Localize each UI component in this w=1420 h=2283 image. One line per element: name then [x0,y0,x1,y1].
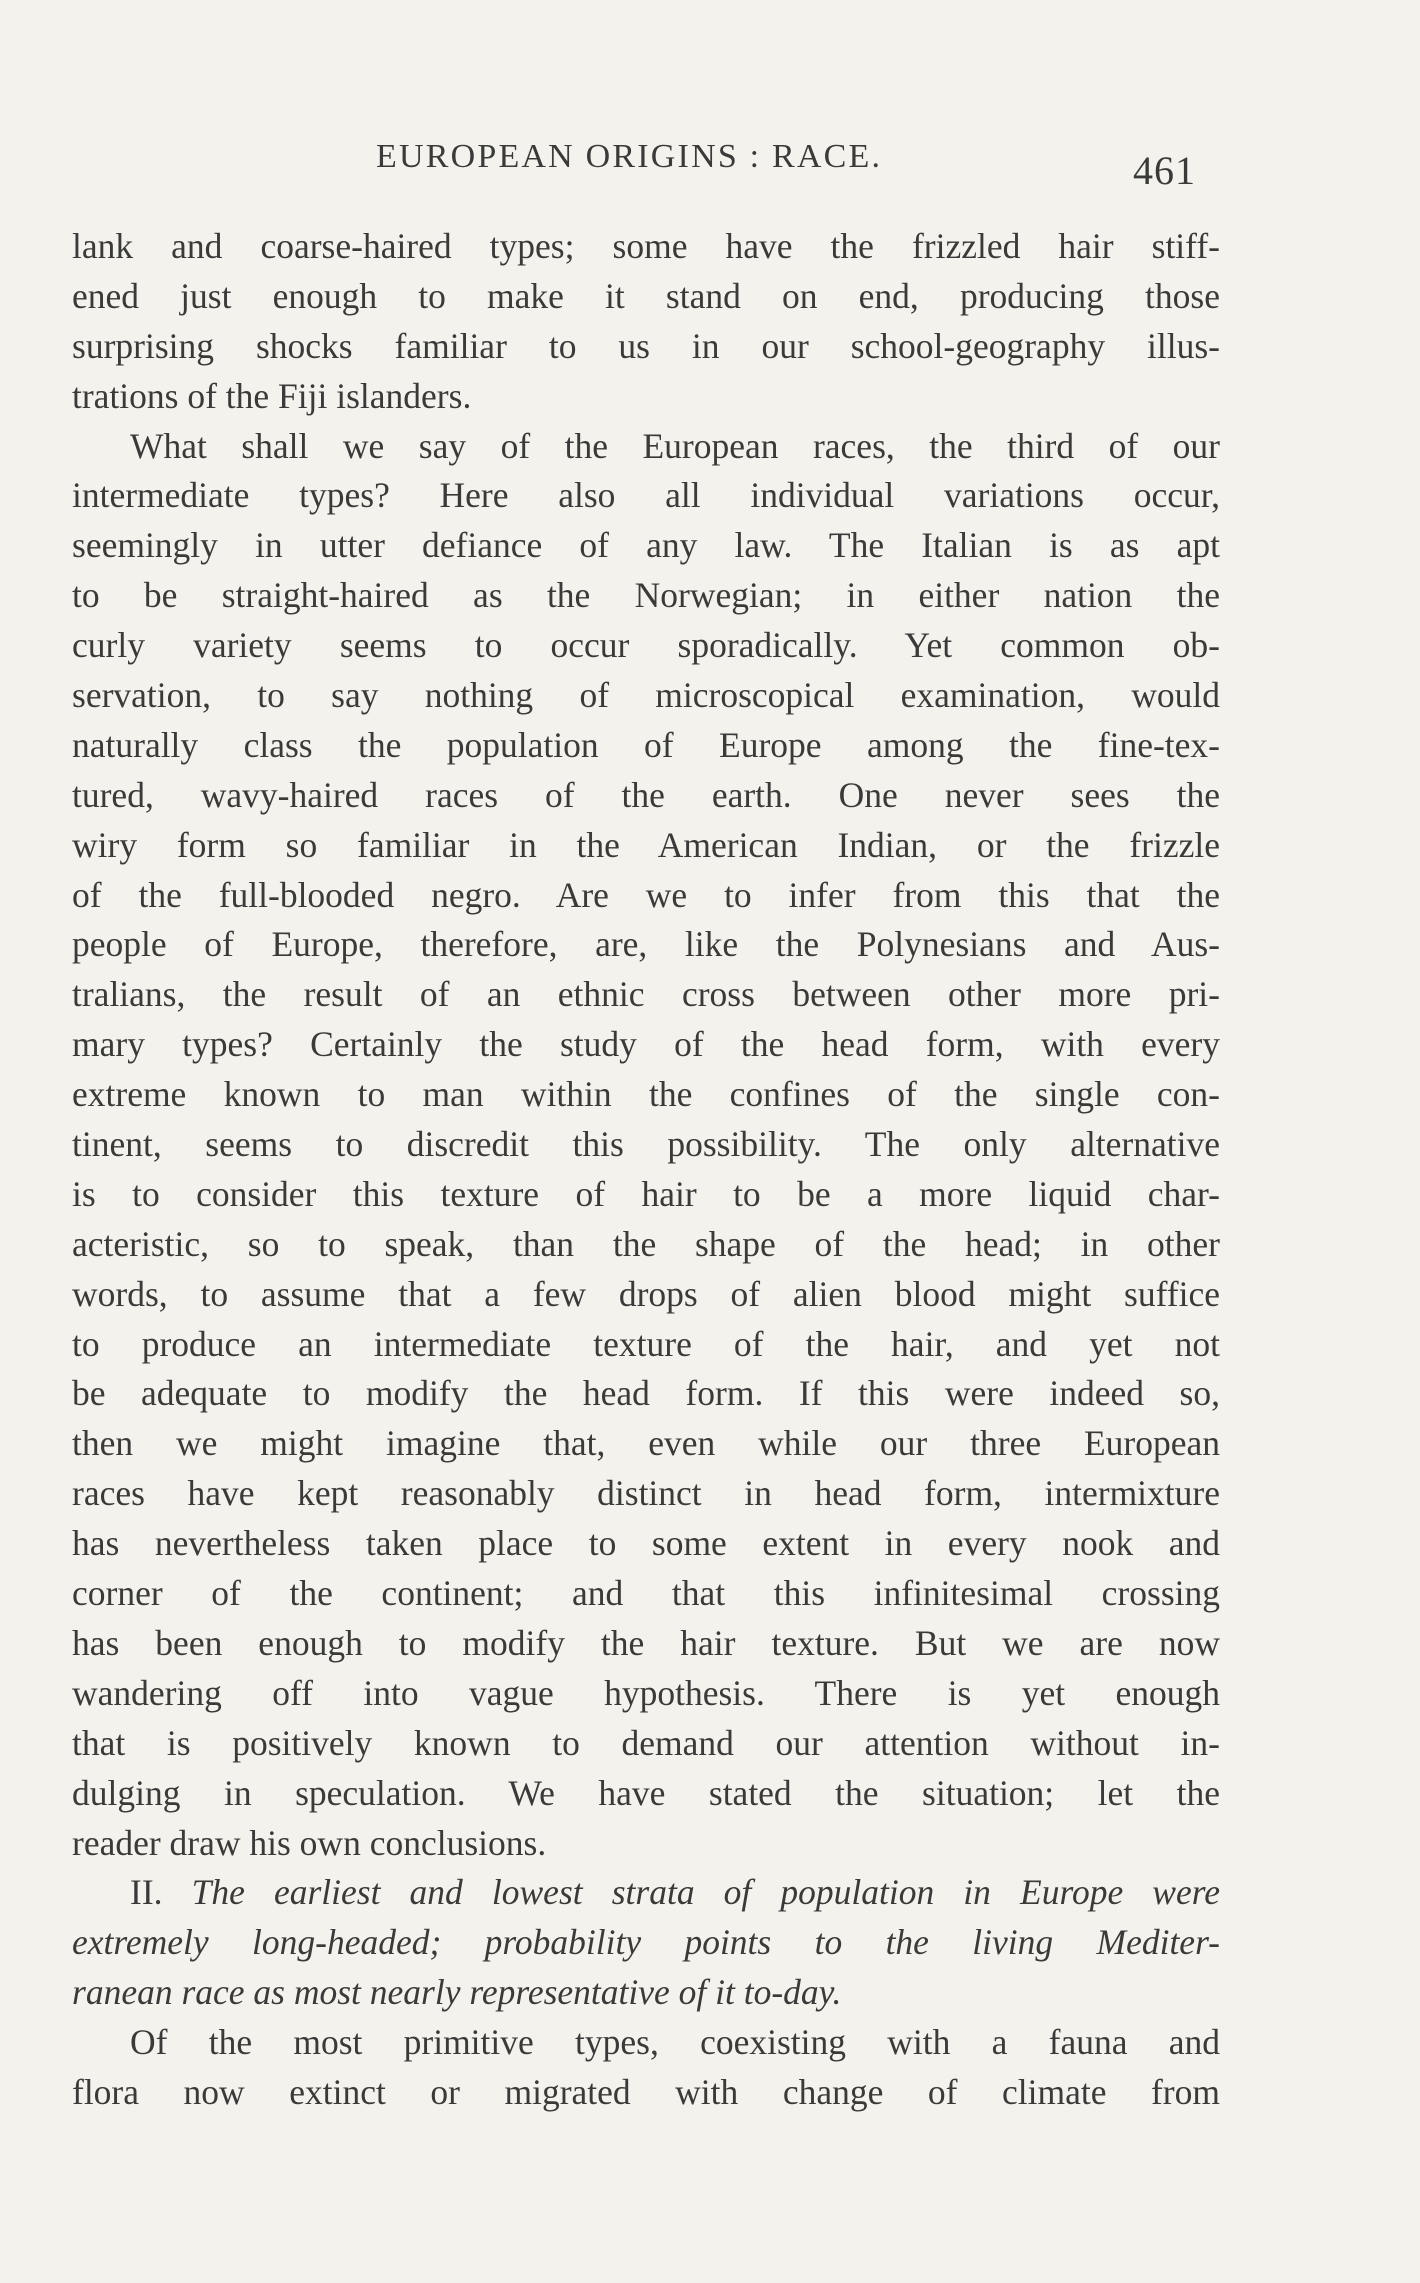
text-line: extremely long-headed; probability points to the living Mediter- [72,1922,1220,1963]
text-line: servation, to say nothing of microscopical examination, would [72,675,1220,716]
body-text [72,222,1220,2118]
text-line: lank and coarse-haired types; some have the frizzled hair stiff- [72,226,1220,266]
text-line: to produce an intermediate texture of the hair, and yet not [72,1323,1220,1364]
running-head [0,132,1420,193]
text-line: tinent, seems to discredit this possibility. The only alternative [72,1124,1220,1165]
text-line: dulging in speculation. We have stated the situation; let the [72,1772,1220,1813]
text-line: that is positively known to demand our attention without in- [72,1722,1220,1763]
text-line: trations of the Fiji islanders. [72,375,472,416]
text-line: wandering off into vague hypothesis. There is yet enough [72,1672,1220,1713]
page-number: 461 [1133,148,1196,193]
text-line: races have kept reasonably distinct in head form, intermixture [72,1473,1220,1514]
text-line: acteristic, so to speak, than the shape of the head; in other [72,1223,1220,1264]
text-line: reader draw his own conclusions. [72,1822,547,1863]
text-line: surprising shocks familiar to us in our school-geography illus- [72,325,1220,366]
text-line: wiry form so familiar in the American Indian, or the frizzle [72,824,1220,865]
text-line: What shall we say of the European races, the third of our [130,425,1220,466]
text-line: Of the most primitive types, coexisting with a fauna and [130,2022,1220,2063]
text-line: naturally class the population of Europe among the fine-tex- [72,724,1220,765]
text-line: corner of the continent; and that this infinitesimal crossing [72,1573,1220,1614]
text-line: has nevertheless taken place to some extent in every nook and [72,1523,1220,1564]
text-line [72,1868,1220,1918]
text-line: tralians, the result of an ethnic cross between other more pri- [72,974,1220,1015]
section-heading-text: The earliest and lowest strata of population in Europe were [191,1872,1220,1913]
text-line: is to consider this texture of hair to be a more liquid char- [72,1173,1220,1214]
text-line: intermediate types? Here also all individual variations occur, [72,475,1220,516]
text-line: to be straight-haired as the Norwegian; in either nation the [72,575,1220,616]
text-line: tured, wavy-haired races of the earth. One never sees the [72,774,1220,815]
text-line: be adequate to modify the head form. If this were indeed so, [72,1373,1220,1414]
text-line: seemingly in utter defiance of any law. The Italian is as apt [72,525,1220,566]
text-line: then we might imagine that, even while our three European [72,1423,1220,1464]
section-numeral: II. [130,1872,192,1913]
text-line: has been enough to modify the hair texture. But we are now [72,1622,1220,1663]
running-title: EUROPEAN ORIGINS : RACE. [376,138,883,175]
text-line: of the full-blooded negro. Are we to infer from this that the [72,874,1220,915]
text-line: mary types? Certainly the study of the head form, with every [72,1024,1220,1065]
text-line: words, to assume that a few drops of alien blood might suffice [72,1273,1220,1314]
text-line: ened just enough to make it stand on end, producing those [72,275,1220,316]
text-line: people of Europe, therefore, are, like the Polynesians and Aus- [72,924,1220,965]
text-line: extreme known to man within the confines of the single con- [72,1074,1220,1115]
text-line: curly variety seems to occur sporadically. Yet common ob- [72,625,1220,666]
text-line: ranean race as most nearly representative of it to-day. [72,1972,842,2013]
text-line: flora now extinct or migrated with change of climate from [72,2071,1220,2112]
